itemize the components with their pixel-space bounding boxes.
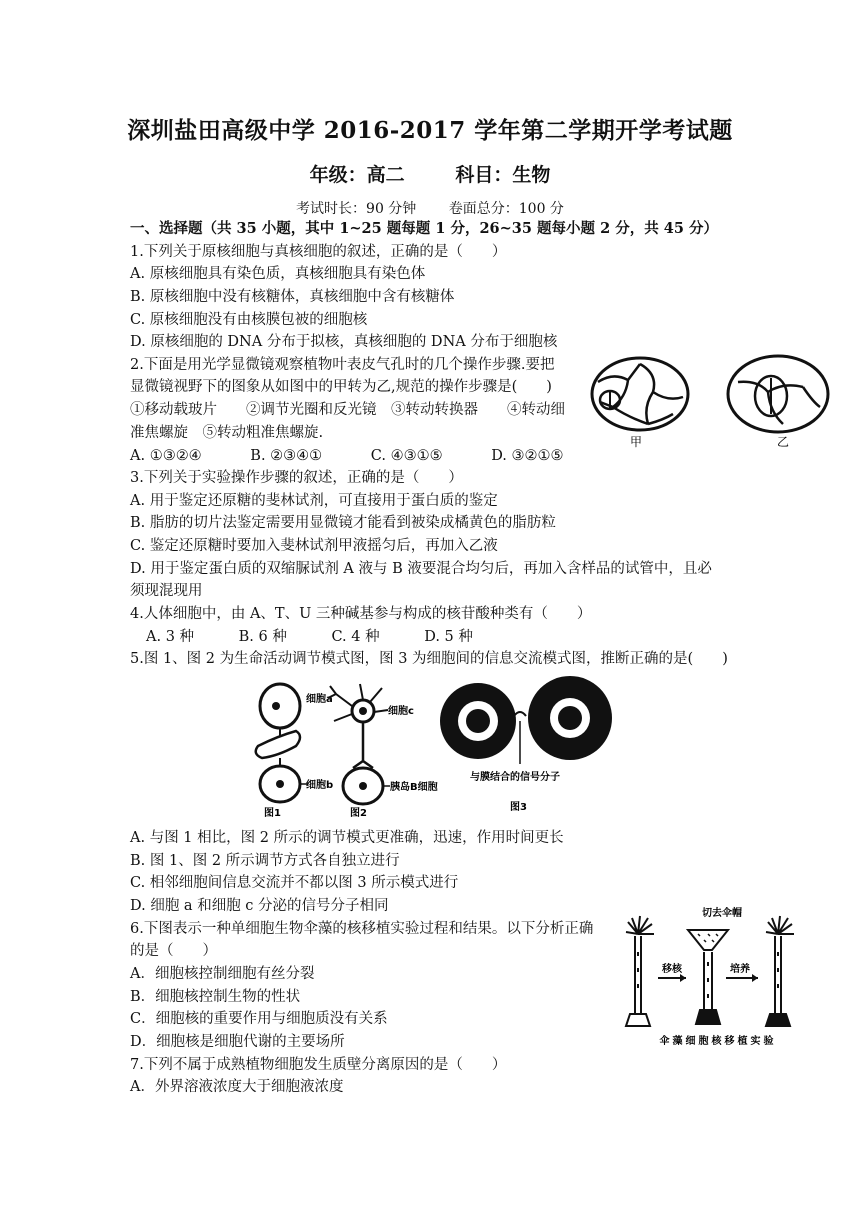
fig1-label: 图1 — [264, 808, 281, 819]
q4-options — [146, 627, 513, 647]
cut-cap-label: 切去伞帽 — [702, 908, 742, 919]
q2-steps-line2: 准焦螺旋 ⑤转动粗准焦螺旋. — [130, 425, 324, 441]
q6-stem-line1: 6.下图表示一种单细胞生物伞藻的核移植实验过程和结果。以下分析正确 — [130, 921, 594, 937]
figure2-neuron — [328, 684, 390, 804]
q3-option-d-line2: 须现混现用 — [130, 583, 203, 599]
q2-steps-line1: ①移动载玻片 ②调节光圈和反光镜 ③转动转换器 ④转动细 — [130, 402, 565, 418]
q3-option-a: A. 用于鉴定还原糖的斐林试剂，可直接用于蛋白质的鉴定 — [130, 493, 498, 509]
signal-regulation-figure — [248, 676, 628, 822]
q7-option-a: A．外界溶液浓度大于细胞液浓度 — [130, 1079, 344, 1095]
field-yi-label: 乙 — [776, 435, 790, 449]
q4-option-b: B. 6 种 — [238, 629, 287, 645]
q4-stem: 4.人体细胞中，由 A、T、U 三种碱基参与构成的核苷酸种类有（ ） — [130, 606, 592, 622]
q3-stem: 3.下列关于实验操作步骤的叙述，正确的是（ ） — [130, 470, 463, 486]
cell-c-label: 细胞c — [388, 706, 414, 717]
q3-option-c: C. 鉴定还原糖时要加入斐林试剂甲液摇匀后，再加入乙液 — [130, 538, 498, 554]
microscope-field-figure — [588, 352, 838, 452]
q1-option-b: B. 原核细胞中没有核糖体，真核细胞中含有核糖体 — [130, 289, 455, 305]
acetabularia-middle — [688, 930, 728, 1024]
q6-option-c: C．细胞核的重要作用与细胞质没有关系 — [130, 1011, 388, 1027]
total-score-label: 卷面总分：100 分 — [448, 201, 564, 217]
culture-label: 培养 — [730, 964, 750, 975]
figure-caption: 伞藻细胞核移植实验 — [659, 1036, 777, 1047]
section-heading: 一、选择题（共 35 小题，其中 1~25 题每题 1 分，26~35 题每小题 2 分，共 45 分） — [130, 220, 718, 237]
q2-options — [130, 446, 608, 466]
duration-label: 考试时长：90 分钟 — [296, 201, 417, 217]
figure3-cells — [440, 676, 612, 764]
q6-stem-line2: 的是（ ） — [130, 943, 217, 959]
figure1-cells — [256, 684, 308, 802]
q7-stem: 7.下列不属于成熟植物细胞发生质壁分离原因的是（ ） — [130, 1057, 507, 1073]
exam-title: 深圳盐田高级中学 2016-2017 学年第二学期开学考试题 — [127, 117, 733, 144]
fig2-label: 图2 — [350, 808, 367, 819]
exam-meta — [0, 198, 860, 218]
q3-option-d-line1: D. 用于鉴定蛋白质的双缩脲试剂 A 液与 B 液要混合均匀后，再加入含样品的试管中，且必 — [130, 561, 712, 577]
q5-stem: 5.图 1、图 2 为生命活动调节模式图，图 3 为细胞间的信息交流模式图，推断正确的是( ) — [130, 651, 728, 667]
q5-option-d: D. 细胞 a 和细胞 c 分泌的信号分子相同 — [130, 898, 389, 914]
q2-stem-line1: 2.下面是用光学显微镜观察植物叶表皮气孔时的几个操作步骤.要把 — [130, 357, 555, 373]
exam-subtitle — [0, 160, 860, 187]
q1-stem: 1.下列关于原核细胞与真核细胞的叙述，正确的是（ ） — [130, 244, 507, 260]
q4-option-a: A. 3 种 — [146, 629, 195, 645]
q2-option-b: B. ②③④① — [250, 448, 323, 464]
fig3-label: 图3 — [510, 802, 527, 813]
acetabularia-left — [626, 916, 654, 1026]
field-jia-label: 甲 — [629, 435, 643, 449]
q6-option-b: B．细胞核控制生物的性状 — [130, 989, 301, 1005]
acetabularia-right — [766, 916, 794, 1026]
q5-option-c: C. 相邻细胞间信息交流并不都以图 3 所示模式进行 — [130, 875, 459, 891]
q2-option-a: A. ①③②④ — [130, 448, 202, 464]
islet-b-cell-label: 胰岛B细胞 — [390, 782, 438, 793]
cell-b-label: 细胞b — [306, 780, 334, 791]
subject-label: 科目：生物 — [455, 164, 551, 186]
q6-option-d: D．细胞核是细胞代谢的主要场所 — [130, 1034, 345, 1050]
transfer-label: 移核 — [662, 964, 682, 975]
acetabularia-figure — [618, 902, 818, 1050]
q2-option-d: D. ③②①⑤ — [491, 448, 564, 464]
q1-option-a: A. 原核细胞具有染色质，真核细胞具有染色体 — [130, 266, 426, 282]
signal-molecule-label: 与膜结合的信号分子 — [470, 772, 560, 783]
grade-label: 年级：高二 — [309, 164, 405, 186]
q2-stem-line2: 显微镜视野下的图象从如图中的甲转为乙,规范的操作步骤是( ) — [130, 379, 552, 395]
q1-option-c: C. 原核细胞没有由核膜包被的细胞核 — [130, 312, 368, 328]
q4-option-d: D. 5 种 — [424, 629, 473, 645]
q1-option-d: D. 原核细胞的 DNA 分布于拟核，真核细胞的 DNA 分布于细胞核 — [130, 334, 558, 350]
q5-option-a: A. 与图 1 相比，图 2 所示的调节模式更准确，迅速，作用时间更长 — [130, 830, 564, 846]
q3-option-b: B. 脂肪的切片法鉴定需要用显微镜才能看到被染成橘黄色的脂肪粒 — [130, 515, 556, 531]
field-yi — [728, 356, 828, 432]
cell-a-label: 细胞a — [306, 694, 333, 705]
q2-option-c: C. ④③①⑤ — [370, 448, 443, 464]
q5-option-b: B. 图 1、图 2 所示调节方式各自独立进行 — [130, 853, 400, 869]
q4-option-c: C. 4 种 — [331, 629, 380, 645]
q6-option-a: A．细胞核控制细胞有丝分裂 — [130, 966, 315, 982]
field-jia — [592, 358, 688, 430]
